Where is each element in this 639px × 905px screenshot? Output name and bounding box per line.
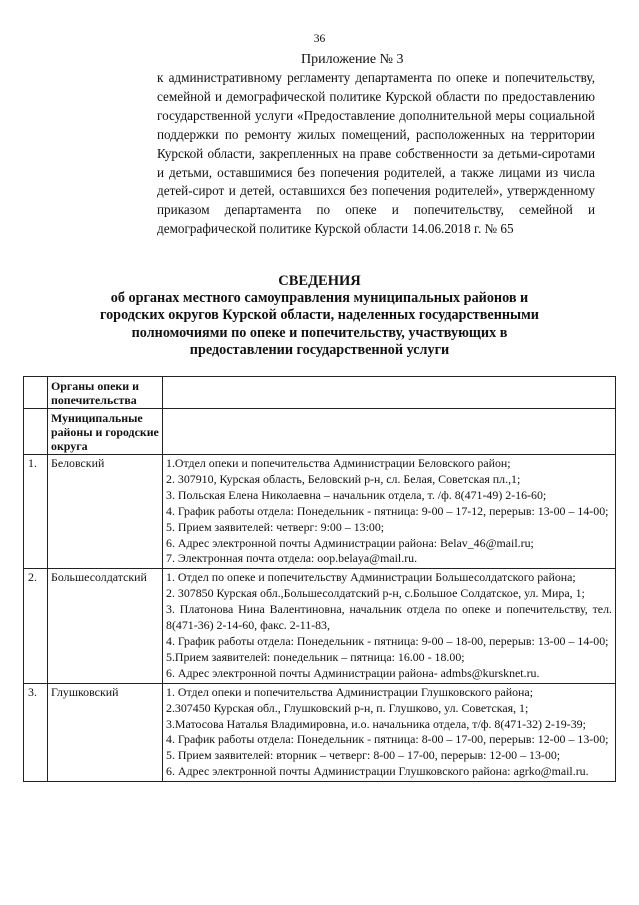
- detail-line: 3. Польская Елена Николаевна – начальник отдела, т. /ф. 8(471-49) 2-16-60;: [166, 487, 547, 502]
- detail-line: 2. 307910, Курская область, Беловский р-н, сл. Белая, Советская пл.,1;: [166, 471, 521, 486]
- district-name: Беловский: [48, 455, 163, 569]
- heading-line-3: полномочиями по опеке и попечительству, участвующих в: [131, 324, 508, 341]
- detail-line: 4. График работы отдела: Понедельник - пятница: 8-00 – 17-00, перерыв: 12-00 – 13-00;: [166, 732, 609, 747]
- district-details: [163, 569, 616, 683]
- detail-line: 2. 307850 Курская обл.,Большесолдатский р-н, с.Большое Солдатское, ул. Мира, 1;: [166, 586, 585, 601]
- detail-line: 5. Прием заявителей: четверг: 9:00 – 13:00;: [166, 519, 385, 534]
- table-row: [24, 569, 616, 683]
- detail-line: 1.Отдел опеки и попечительства Администрации Беловского район;: [166, 456, 511, 470]
- header-guardianship-bodies: Органы опеки и попечительства: [48, 377, 163, 409]
- heading-title: СВЕДЕНИЯ: [278, 273, 361, 289]
- detail-line: 4. График работы отдела: Понедельник - пятница: 9-00 – 18-00, перерыв: 13-00 – 14-00;: [166, 633, 609, 648]
- header-districts: Муниципальные районы и городские округа: [48, 409, 163, 455]
- detail-line: 1. Отдел по опеке и попечительству Администрации Большесолдатского района;: [166, 570, 576, 585]
- detail-line: 4. График работы отдела: Понедельник - пятница: 9-00 – 17-12, перерыв: 13-00 – 14-00;: [166, 503, 609, 518]
- heading-line-2: городских округов Курской области, наделенных государственными: [100, 307, 539, 324]
- table-header-row: [24, 377, 616, 409]
- district-details: [163, 455, 616, 569]
- detail-line: 6. Адрес электронной почты Администрации района- admbs@kursknet.ru.: [166, 665, 540, 680]
- appendix-text: к административному регламенту департамента по опеке и попечительству, семейной и демографической политике Курской области по предоставлению государственной услуги «Предоставление дополнительной меры социальной поддержки по ремонту жилых помещений, расположенных на территории Курской области, закрепленных на праве собственности за детьми-сиротами и детьми, оставшимися без попечения родителей, а также лицами из числа детей-сирот и детей, оставшихся без попечения родителей», утвержденному приказом департамента по опеке и попечительству, семейной и демографической политике Курской области 14.06.2018 г. № 65: [157, 70, 595, 237]
- detail-line: 3.Матосова Наталья Владимировна, и.о. начальника отдела, т/ф. 8(471-32) 2-19-39;: [166, 716, 586, 731]
- district-name: Глушковский: [48, 683, 163, 781]
- guardianship-table: [23, 376, 616, 782]
- detail-line: 7. Электронная почта отдела: oop.belaya@mail.ru.: [166, 551, 418, 566]
- row-number: 2.: [24, 569, 48, 683]
- table-row: [24, 683, 616, 781]
- heading-line-1: об органах местного самоуправления муниципальных районов и: [110, 290, 529, 307]
- district-details: [163, 683, 616, 781]
- district-name: Большесолдатский: [48, 569, 163, 683]
- table-row: [24, 455, 616, 569]
- appendix-paragraph: [157, 69, 595, 239]
- detail-line: 5. Прием заявителей: вторник – четверг: 8-00 – 17-00, перерыв: 12-00 – 13-00;: [166, 748, 561, 763]
- table-header-row: [24, 409, 616, 455]
- detail-line: 6. Адрес электронной почты Администрации района: Belav_46@mail.ru;: [166, 535, 534, 550]
- heading-line-4: предоставлении государственной услуги: [189, 341, 450, 358]
- row-number: 1.: [24, 455, 48, 569]
- detail-line: 1. Отдел опеки и попечительства Администрации Глушковского района;: [166, 684, 533, 699]
- appendix-title: Приложение № 3: [301, 52, 404, 67]
- detail-line: 2.307450 Курская обл., Глушковский р-н, п. Глушково, ул. Советская, 1;: [166, 700, 529, 715]
- detail-line: 3. Платонова Нина Валентиновна, начальник отдела по опеке и попечительству, тел. 8(471-36) 2-14-60, факс. 2-11-83,: [166, 602, 612, 633]
- document-heading: [60, 273, 579, 359]
- detail-line: 6. Адрес электронной почты Администрации Глушковского района: agrko@mail.ru.: [166, 764, 589, 779]
- detail-line: 5.Прием заявителей: понедельник – пятница: 16.00 - 18.00;: [166, 649, 465, 664]
- row-number: 3.: [24, 683, 48, 781]
- page-number: 36: [313, 33, 326, 45]
